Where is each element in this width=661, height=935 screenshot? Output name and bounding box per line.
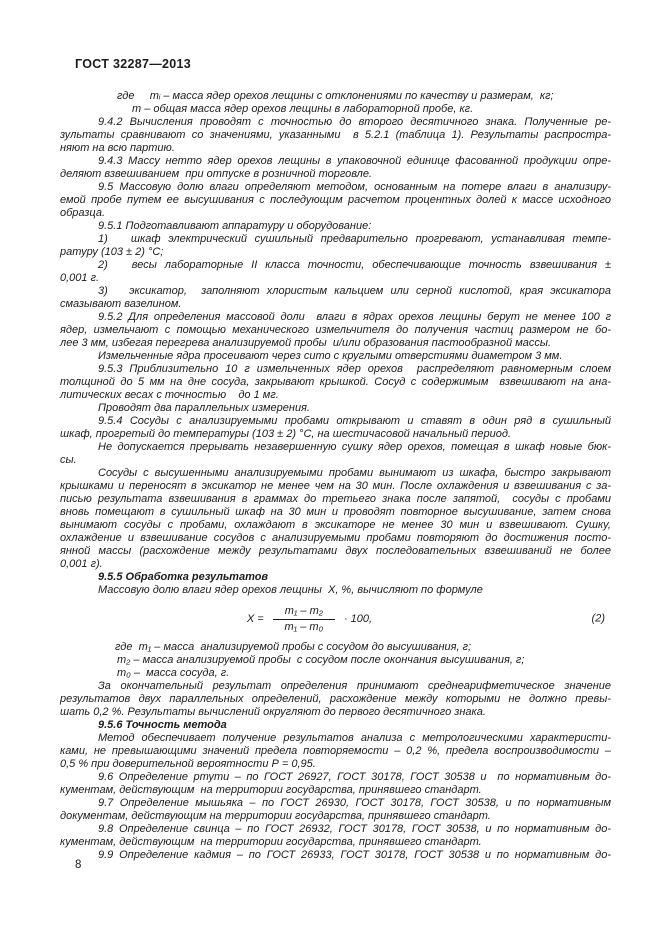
text-line: 9.6 Определение ртути – по ГОСТ 26927, ГОСТ 30178, ГОСТ 30538 и по нормативным до-	[98, 771, 611, 783]
text-line: 9.5.4 Сосуды с анализируемыми пробами открывают и ставят в один ряд в сушильный	[98, 415, 611, 427]
text-line: Измельченные ядра просеивают через сито с круглыми отверстиями диаметром 3 мм.	[98, 350, 563, 362]
text-line: сы.	[60, 454, 77, 466]
text-line: шкаф, прогретый до температуры (103 ± 2) °С, на шестичасовой начальный период.	[60, 428, 511, 440]
text-line: кументам, действующим на территории государства, принявшего стандарт.	[60, 784, 482, 796]
text-line: 2) весы лабораторные II класса точности, обеспечивающие точность взвешивания ±	[98, 259, 611, 271]
text-line: 0,001 г.	[60, 272, 100, 284]
text-line: шать 0,2 %. Результаты вычислений округляют до первого десятичного знака.	[60, 706, 486, 718]
text-line: m₂ – масса анализируемой пробы с сосудом после окончания высушивания, г;	[117, 654, 525, 666]
text-line: где m₁ – масса анализируемой пробы с сосудом до высушивания, г;	[115, 641, 472, 653]
text-line: вновь помещают в сушильный шкаф на 30 мин и проводят повторное высушивание, затем снова	[60, 506, 611, 518]
page-number: 8	[75, 859, 82, 871]
text-line: документам, действующим на территории государства, принявшего стандарт.	[60, 810, 491, 822]
text-line: 9.8 Определение свинца – по ГОСТ 26932, ГОСТ 30178, ГОСТ 30538, и по нормативным до-	[98, 823, 611, 835]
text-line: толщиной до 5 мм на дне сосуда, закрывают крышкой. Сосуд с содержимым взвешивают на ана-	[60, 376, 611, 388]
text-line: 9.4.3 Массу нетто ядер орехов лещины в упаковочной единице фасованной продукции опре-	[98, 155, 611, 167]
text-block-before-formula	[60, 90, 611, 597]
formula-number: (2)	[591, 612, 605, 625]
formula-fraction	[273, 605, 335, 634]
text-line: вынимают сосуды с пробами, охлаждают в эксикаторе не менее 30 мин и взвешивают. Сушку,	[60, 519, 611, 531]
text-line: Массовую долю влаги ядер орехов лещины X, %, вычисляют по формуле	[98, 584, 483, 596]
text-line: 9.5 Массовую долю влаги определяют методом, основанным на потере влаги в анализиру-	[98, 181, 611, 193]
text-line: где mᵢ – масса ядер орехов лещины с отклонениями по качеству и размерам, кг;	[117, 90, 554, 102]
formula-lhs: X =	[246, 612, 264, 625]
text-line: ками, не превышающими значений предела повторяемости – 0,2 %, предела воспроизводимости –	[60, 745, 611, 757]
text-line: писью результата взвешивания в граммах до третьего знака после запятой, сосуды с пробами	[60, 493, 611, 505]
page-title: ГОСТ 32287—2013	[75, 57, 192, 71]
formula-block	[60, 597, 611, 641]
text-line: Сосуды с высушенными анализируемыми пробами вынимают из шкафа, быстро закрывают	[98, 467, 611, 479]
text-line: емой пробе путем ее высушивания с последующим расчетом процентных долей к массе исходного	[60, 194, 611, 206]
text-line: m – общая масса ядер орехов лещины в лабораторной пробе, кг.	[132, 103, 474, 115]
text-line: няют на всю партию.	[60, 142, 175, 154]
text-line: смазывают вазелином.	[60, 298, 182, 310]
text-line: деляют взвешиванием при отпуске в розничной торговле.	[60, 168, 373, 180]
text-line: Метод обеспечивает получение результатов анализа с метрологическими характеристи-	[98, 732, 611, 744]
text-line: За окончательный результат определения принимают среднеарифметическое значение	[98, 680, 611, 692]
text-line: лее 3 мм, избегая перегрева анализируемой пробы и/или образования пастообразной массы.	[60, 337, 552, 349]
text-line: Не допускается прерывать незавершенную сушку ядер орехов, помещая в шкаф новые бюк-	[98, 441, 611, 453]
text-line: 9.9 Определение кадмия – по ГОСТ 26933, ГОСТ 30178, ГОСТ 30538 и по нормативным до-	[98, 849, 611, 861]
text-line: 9.5.5 Обработка результатов	[98, 571, 269, 583]
text-line: образца.	[60, 207, 105, 219]
document-body	[60, 90, 611, 862]
text-block-after-formula	[60, 641, 611, 862]
text-line: литических весах с точностью до 1 мг.	[60, 389, 279, 401]
text-line: крышками и переносят в эксикатор не менее чем на 30 мин. После охлаждения и взвешивания с за-	[60, 480, 611, 492]
text-line: 3) эксикатор, заполняют хлористым кальцием или серной кислотой, края эксикатора	[98, 285, 611, 297]
formula-rhs: · 100,	[343, 612, 373, 625]
text-line: m₀ – масса сосуда, г.	[117, 667, 230, 679]
text-line: 9.5.2 Для определения массовой доли влаги в ядрах орехов лещины берут не менее 100 г	[98, 311, 611, 323]
text-line: 0,001 г).	[60, 558, 103, 570]
text-line: кументам, действующим на территории государства, принявшего стандарт.	[60, 836, 482, 848]
text-line: охлаждение и взвешивание сосудов с анализируемыми пробами повторяют до достижения посто-	[60, 532, 611, 544]
text-line: 9.4.2 Вычисления проводят с точностью до второго десятичного знака. Полученные ре-	[98, 116, 611, 128]
text-line: ядер, измельчают с помощью механического измельчителя до получения частиц размером не бо-	[60, 324, 611, 336]
text-line: Проводят два параллельных измерения.	[98, 402, 310, 414]
text-line: 9.5.6 Точность метода	[98, 719, 227, 731]
text-line: 0,5 % при доверительной вероятности Р = 0,95.	[60, 758, 316, 770]
text-line: 9.5.1 Подготавливают аппаратуру и оборудование:	[98, 220, 372, 232]
text-line: 1) шкаф электрический сушильный предварительно прогревают, устанавливая темпе-	[98, 233, 611, 245]
text-line: результатов двух параллельных определений, расхождение между которыми не должно превы-	[60, 693, 611, 705]
formula-denominator: m₁ – m₀	[284, 620, 324, 633]
formula	[60, 597, 611, 641]
formula-numerator: m₁ – m₂	[273, 605, 335, 620]
text-line: 9.7 Определение мышьяка – по ГОСТ 26930, ГОСТ 30178, ГОСТ 30538, и по нормативным	[98, 797, 611, 809]
text-line: 9.5.3 Приблизительно 10 г измельченных ядер орехов распределяют равномерным слоем	[98, 363, 611, 375]
text-line: ратуру (103 ± 2) °С;	[60, 246, 164, 258]
text-line: янной массы (расхождение между результатами двух последовательных взвешиваний не более	[60, 545, 611, 557]
text-line: зультаты сравнивают со значениями, указанными в 5.2.1 (таблица 1). Результаты распростра-	[60, 129, 611, 141]
